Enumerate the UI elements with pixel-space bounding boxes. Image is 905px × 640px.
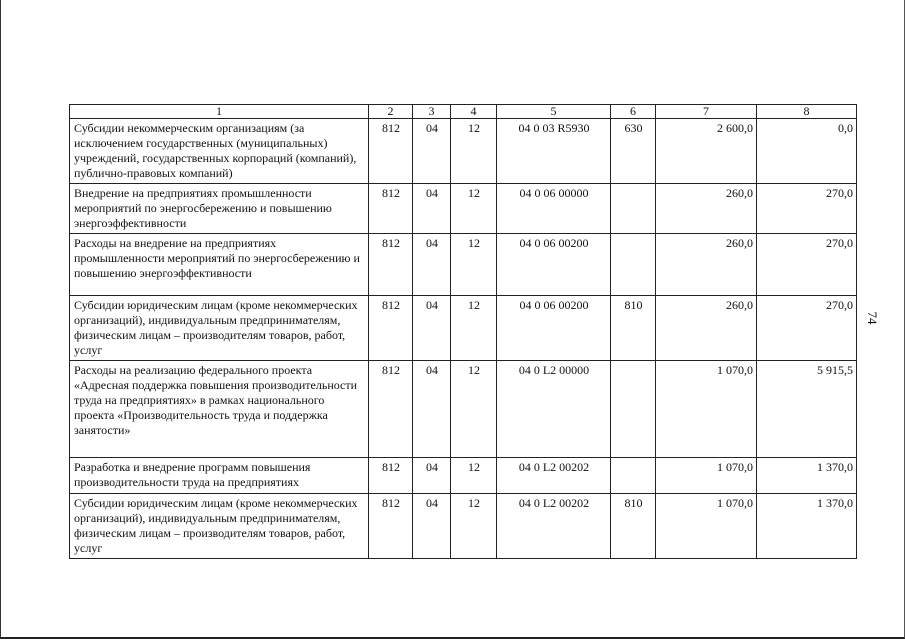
header-cell: 6 bbox=[611, 105, 656, 119]
row-name-cell: Субсидии юридическим лицам (кроме некоммерческих организаций), индивидуальным предпринимателям, физическим лицам – производителям товаров, работ, услуг bbox=[70, 296, 369, 361]
section-cell: 04 bbox=[413, 184, 451, 234]
section-cell: 04 bbox=[413, 119, 451, 184]
subsection-cell: 12 bbox=[451, 119, 497, 184]
amount-col7-cell: 1 070,0 bbox=[656, 361, 757, 458]
header-cell: 5 bbox=[497, 105, 611, 119]
subsection-cell: 12 bbox=[451, 361, 497, 458]
section-cell: 04 bbox=[413, 234, 451, 296]
row-name-cell: Расходы на внедрение на предприятиях промышленности мероприятий по энергосбережению и повышению энергоэффективности bbox=[70, 234, 369, 296]
ministry-code-cell: 812 bbox=[369, 458, 413, 494]
expense-type-cell bbox=[611, 234, 656, 296]
ministry-code-cell: 812 bbox=[369, 234, 413, 296]
ministry-code-cell: 812 bbox=[369, 119, 413, 184]
expense-type-cell bbox=[611, 361, 656, 458]
section-cell: 04 bbox=[413, 296, 451, 361]
header-cell: 8 bbox=[757, 105, 857, 119]
target-article-cell: 04 0 L2 00202 bbox=[497, 494, 611, 559]
header-cell: 7 bbox=[656, 105, 757, 119]
amount-col8-cell: 270,0 bbox=[757, 234, 857, 296]
header-cell: 1 bbox=[70, 105, 369, 119]
ministry-code-cell: 812 bbox=[369, 296, 413, 361]
table-header-row bbox=[70, 105, 857, 119]
subsection-cell: 12 bbox=[451, 296, 497, 361]
table-row bbox=[70, 119, 857, 184]
target-article-cell: 04 0 06 00000 bbox=[497, 184, 611, 234]
expense-type-cell: 630 bbox=[611, 119, 656, 184]
expense-type-cell bbox=[611, 458, 656, 494]
budget-table bbox=[69, 104, 857, 559]
table-row bbox=[70, 361, 857, 458]
page-number: 74 bbox=[865, 311, 880, 325]
row-name-cell: Субсидии юридическим лицам (кроме некоммерческих организаций), индивидуальным предпринимателям, физическим лицам – производителям товаров, работ, услуг bbox=[70, 494, 369, 559]
target-article-cell: 04 0 06 00200 bbox=[497, 234, 611, 296]
table-row bbox=[70, 296, 857, 361]
ministry-code-cell: 812 bbox=[369, 361, 413, 458]
ministry-code-cell: 812 bbox=[369, 184, 413, 234]
amount-col8-cell: 270,0 bbox=[757, 184, 857, 234]
table-row bbox=[70, 184, 857, 234]
expense-type-cell: 810 bbox=[611, 494, 656, 559]
subsection-cell: 12 bbox=[451, 494, 497, 559]
table-row bbox=[70, 234, 857, 296]
target-article-cell: 04 0 06 00200 bbox=[497, 296, 611, 361]
amount-col8-cell: 1 370,0 bbox=[757, 458, 857, 494]
amount-col7-cell: 1 070,0 bbox=[656, 458, 757, 494]
table-row bbox=[70, 494, 857, 559]
amount-col7-cell: 260,0 bbox=[656, 184, 757, 234]
ministry-code-cell: 812 bbox=[369, 494, 413, 559]
table-row bbox=[70, 458, 857, 494]
target-article-cell: 04 0 03 R5930 bbox=[497, 119, 611, 184]
header-cell: 4 bbox=[451, 105, 497, 119]
amount-col7-cell: 260,0 bbox=[656, 234, 757, 296]
subsection-cell: 12 bbox=[451, 234, 497, 296]
row-name-cell: Расходы на реализацию федерального проекта «Адресная поддержка повышения производительности труда на предприятиях» в рамках национального проекта «Производительность труда и поддержка занятости» bbox=[70, 361, 369, 458]
section-cell: 04 bbox=[413, 458, 451, 494]
amount-col8-cell: 1 370,0 bbox=[757, 494, 857, 559]
target-article-cell: 04 0 L2 00000 bbox=[497, 361, 611, 458]
section-cell: 04 bbox=[413, 361, 451, 458]
amount-col7-cell: 2 600,0 bbox=[656, 119, 757, 184]
subsection-cell: 12 bbox=[451, 184, 497, 234]
amount-col7-cell: 1 070,0 bbox=[656, 494, 757, 559]
header-cell: 3 bbox=[413, 105, 451, 119]
row-name-cell: Внедрение на предприятиях промышленности мероприятий по энергосбережению и повышению энергоэффективности bbox=[70, 184, 369, 234]
amount-col8-cell: 270,0 bbox=[757, 296, 857, 361]
target-article-cell: 04 0 L2 00202 bbox=[497, 458, 611, 494]
amount-col8-cell: 0,0 bbox=[757, 119, 857, 184]
header-cell: 2 bbox=[369, 105, 413, 119]
amount-col7-cell: 260,0 bbox=[656, 296, 757, 361]
subsection-cell: 12 bbox=[451, 458, 497, 494]
expense-type-cell bbox=[611, 184, 656, 234]
amount-col8-cell: 5 915,5 bbox=[757, 361, 857, 458]
row-name-cell: Разработка и внедрение программ повышения производительности труда на предприятиях bbox=[70, 458, 369, 494]
expense-type-cell: 810 bbox=[611, 296, 656, 361]
row-name-cell: Субсидии некоммерческим организациям (за исключением государственных (муниципальных) учреждений, государственных корпораций (компаний), публично-правовых компаний) bbox=[70, 119, 369, 184]
section-cell: 04 bbox=[413, 494, 451, 559]
